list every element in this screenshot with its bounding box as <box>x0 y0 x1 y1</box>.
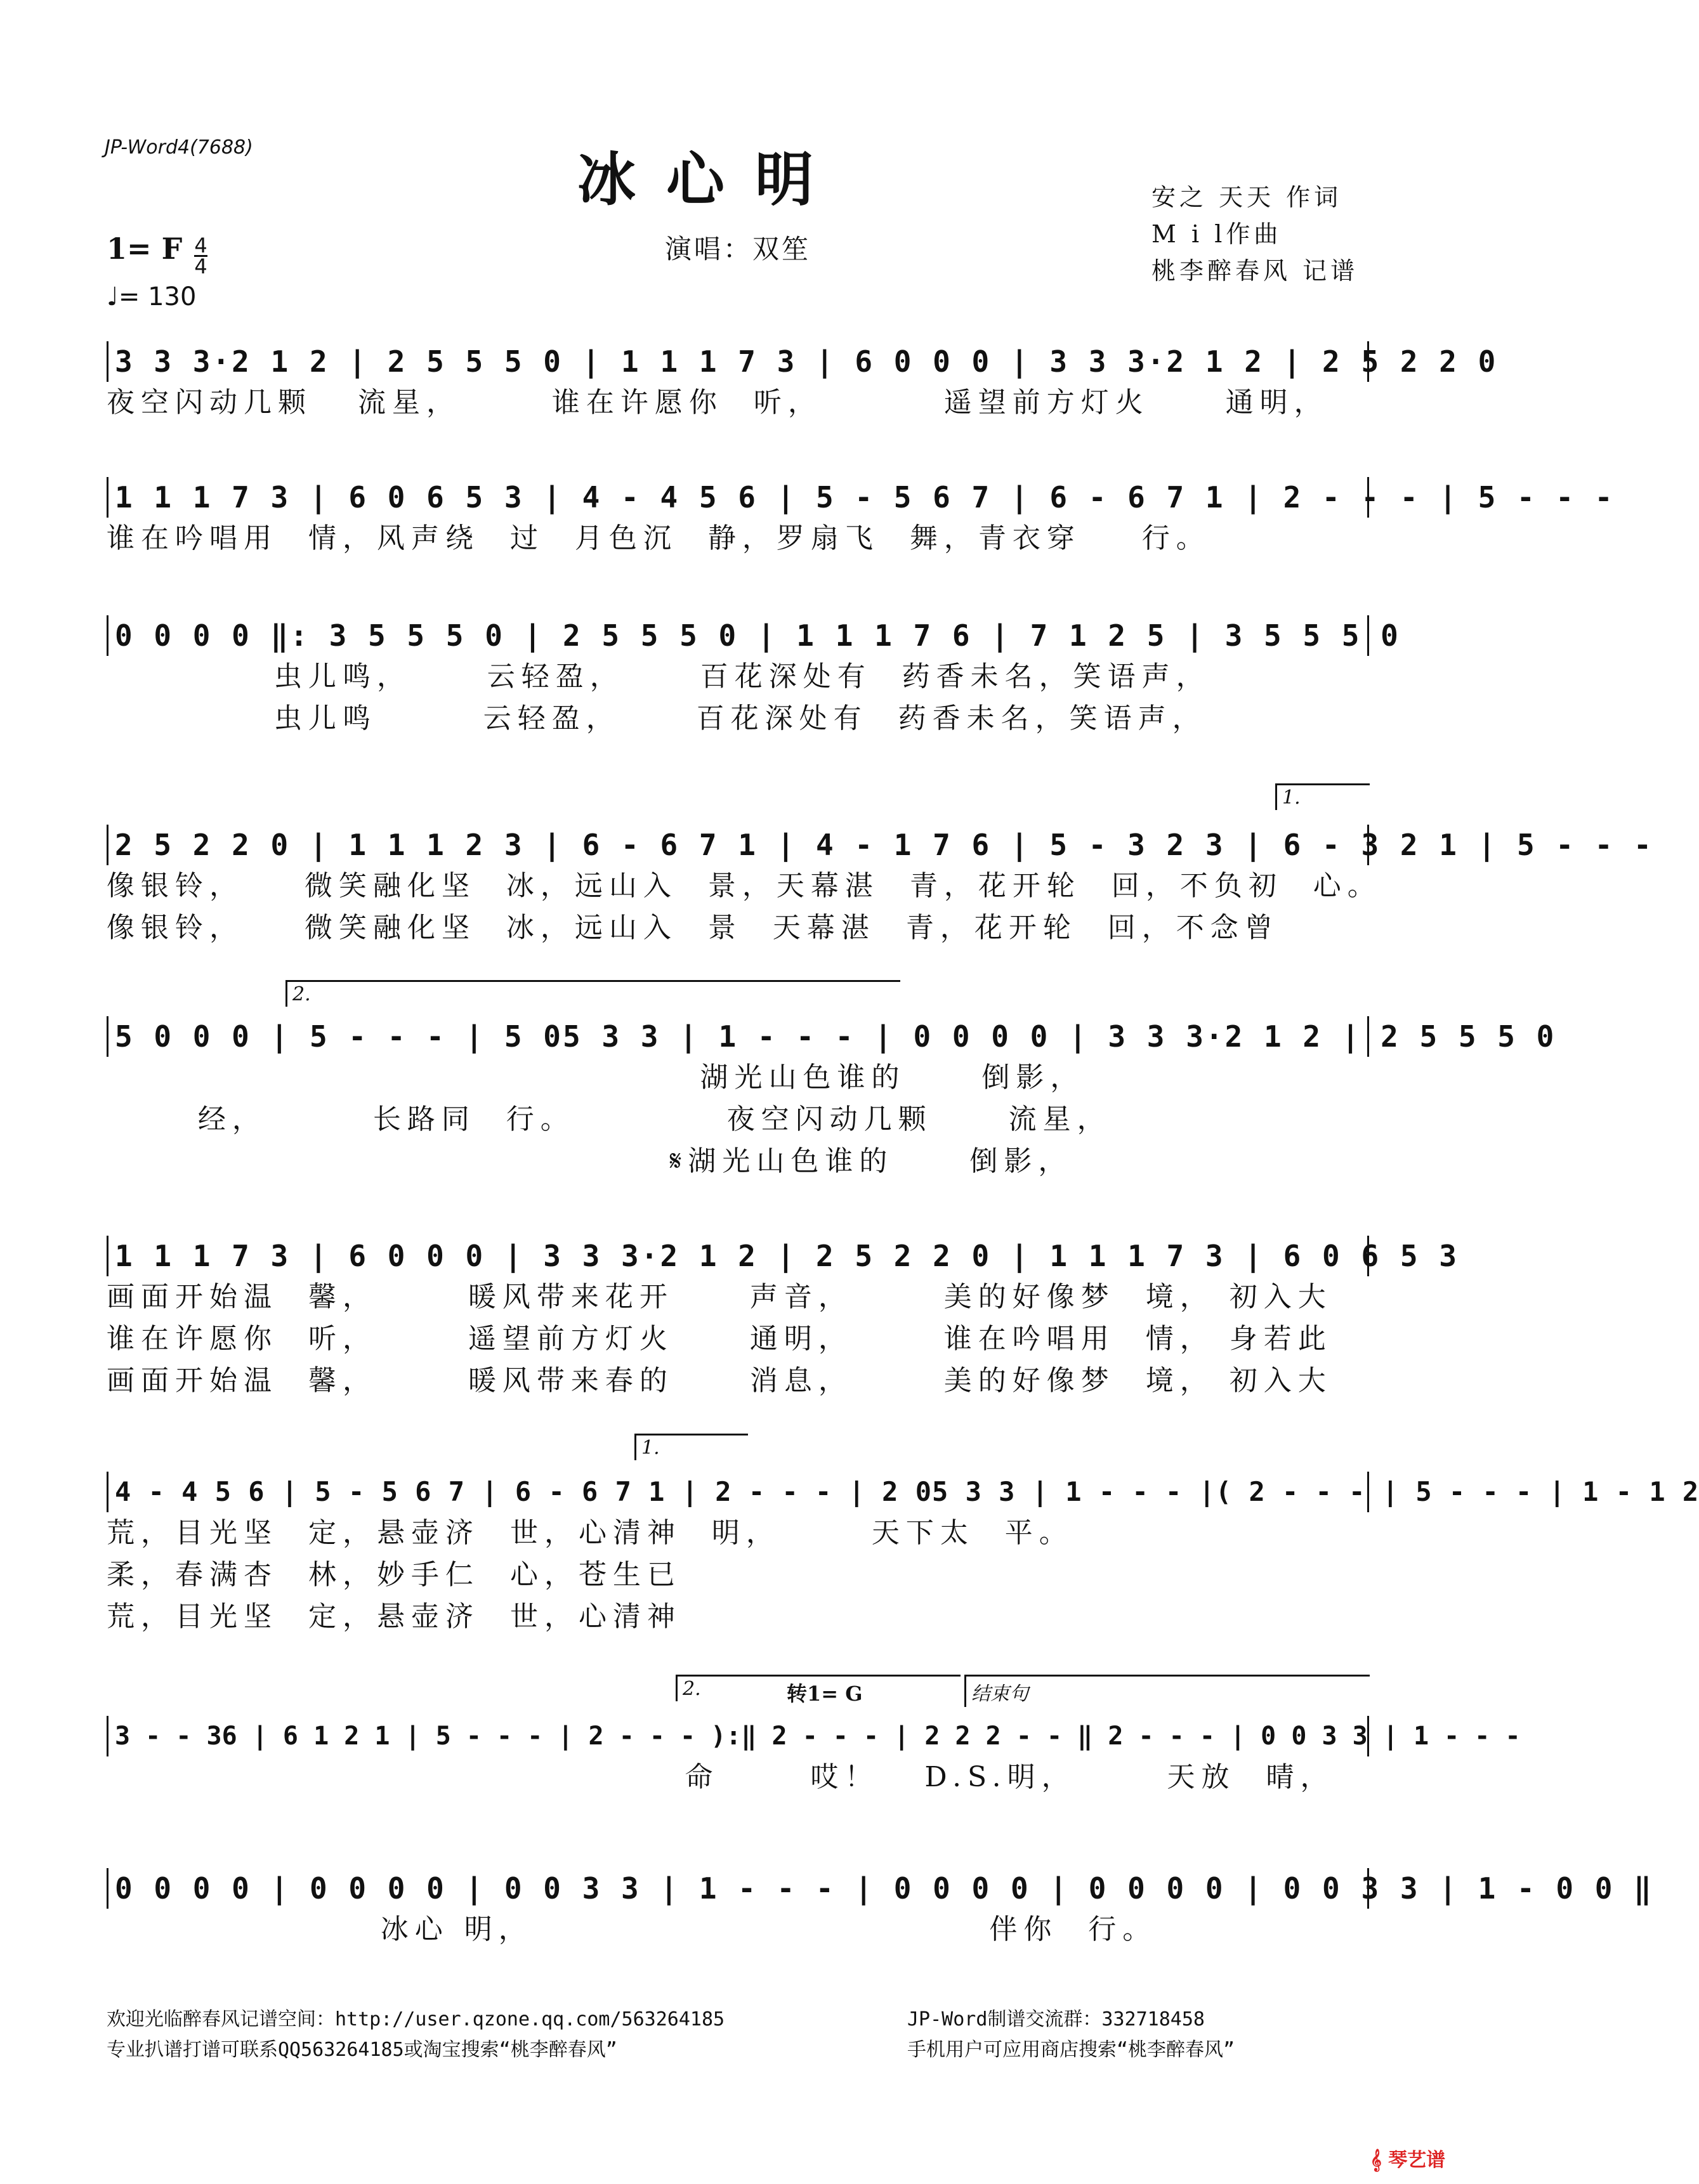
tempo: ♩= 130 <box>107 282 197 311</box>
notation-line: 0 0 0 0 ‖: 3 5 5 5 0 | 2 5 5 5 0 | 1 1 1 7 6 | 7 1 2 5 | 3 5 5 5 0 <box>107 615 1369 656</box>
staff-system-9 <box>107 1868 1653 1951</box>
lyric-line: 夜空闪动几颗 流星， 谁在许愿你 听， 遥望前方灯火 通明， <box>107 386 1328 419</box>
staff-system-6 <box>107 1236 1459 1402</box>
staff-system-1 <box>107 341 1498 424</box>
staff-system-2 <box>107 477 1615 559</box>
lyric-line: 𝄋湖光山色谁的 倒影， <box>107 1145 1073 1177</box>
staff-system-5 <box>107 1016 1556 1182</box>
footer-website: 欢迎光临醉春风记谱空间：http://user.qzone.qq.com/563264185 <box>107 2008 725 2030</box>
lyric-line: 像银铃， 微笑融化坚 冰，远山入 景，天幕湛 青，花开轮 回，不负初 心。 <box>107 870 1382 902</box>
notation-line: 3 - - 36 | 6 1 2 1 | 5 - - - | 2 - - - ):‖ 2 - - - | 2 2 2 - - ‖ 2 - - - | 0 0 3 3 | 1 - - - <box>107 1716 1369 1756</box>
coda-marker: 结束句 <box>964 1675 1370 1707</box>
logo-icon: 𝄞 <box>1370 2149 1382 2171</box>
logo-text: 琴艺谱 <box>1388 2149 1446 2171</box>
staff-system-3 <box>107 615 1400 740</box>
footer-contact: 专业扒谱打谱可联系QQ563264185或淘宝搜索“桃李醉春风” <box>107 2039 617 2061</box>
lyric-line: 像银铃， 微笑融化坚 冰，远山入 景 天幕湛 青，花开轮 回，不念曾 <box>107 912 1279 944</box>
lyric-line: 命 哎！ D.S.明， 天放 晴， <box>107 1761 1335 1793</box>
volta-2: 2. <box>285 980 900 1007</box>
lyric-line: 荒，目光坚 定，悬壶济 世，心清神 <box>107 1600 681 1633</box>
lyric-line: 经， 长路同 行。 夜空闪动几颗 流星， <box>107 1103 1112 1135</box>
software-version: JP-Word4(7688) <box>105 136 253 159</box>
modulation-marker: 转1= G <box>787 1682 863 1706</box>
footer-right <box>907 2004 1235 2065</box>
lyric-line: 谁在吟唱用 情，风声绕 过 月色沉 静，罗扇飞 舞，青衣穿 行。 <box>107 522 1210 554</box>
notation-line: 5 0 0 0 | 5 - - - | 5 05 3 3 | 1 - - - | 0 0 0 0 | 3 3 3·2 1 2 | 2 5 5 5 0 <box>107 1016 1369 1057</box>
time-signature <box>194 233 207 278</box>
lyric-line: 虫儿鸣 云轻盈， 百花深处有 药香未名，笑语声， <box>107 702 1207 735</box>
staff-system-8 <box>107 1716 1521 1798</box>
staff-system-7 <box>107 1472 1699 1638</box>
volta-1: 1. <box>1275 783 1370 810</box>
volta-1-second: 1. <box>634 1434 748 1460</box>
lyric-line: 虫儿鸣， 云轻盈， 百花深处有 药香未名，笑语声， <box>107 660 1210 693</box>
notation-line: 4 - 4 5 6 | 5 - 5 6 7 | 6 - 6 7 1 | 2 - - - | 2 05 3 3 | 1 - - - |( 2 - - - | 5 - - - | 1 - 1 2 <box>107 1472 1369 1512</box>
key-label: 1= F <box>107 232 183 266</box>
logo <box>1370 2144 1445 2172</box>
notation-line: 3 3 3·2 1 2 | 2 5 5 5 0 | 1 1 1 7 3 | 6 0 0 0 | 3 3 3·2 1 2 | 2 5 2 2 0 <box>107 341 1369 382</box>
notation-line: 1 1 1 7 3 | 6 0 0 0 | 3 3 3·2 1 2 | 2 5 2 2 0 | 1 1 1 7 3 | 6 0 6 5 3 <box>107 1236 1369 1276</box>
notation-line: 2 5 2 2 0 | 1 1 1 2 3 | 6 - 6 7 1 | 4 - 1 7 6 | 5 - 3 2 3 | 6 - 3 2 1 | 5 - - - <box>107 825 1369 865</box>
song-title: 冰心明 <box>577 145 844 214</box>
lyric-line: 湖光山色谁的 倒影， <box>107 1061 1085 1094</box>
lyric-line: 画面开始温 馨， 暖风带来春的 消息， 美的好像梦 境， 初入大 <box>107 1364 1332 1397</box>
lyric-line: 荒，目光坚 定，悬壶济 世，心清神 明， 天下太 平。 <box>107 1517 1073 1549</box>
notation-line: 0 0 0 0 | 0 0 0 0 | 0 0 3 3 | 1 - - - | 0 0 0 0 | 0 0 0 0 | 0 0 3 3 | 1 - 0 0 ‖ <box>107 1868 1369 1909</box>
credits <box>1151 179 1358 289</box>
notation-line: 1 1 1 7 3 | 6 0 6 5 3 | 4 - 4 5 6 | 5 - 5 6 7 | 6 - 6 7 1 | 2 - - - | 5 - - - <box>107 477 1369 518</box>
lyric-line: 冰心 明， 伴你 行。 <box>107 1913 1157 1945</box>
time-bottom: 4 <box>194 254 207 278</box>
lyric-line: 画面开始温 馨， 暖风带来花开 声音， 美的好像梦 境， 初入大 <box>107 1281 1332 1313</box>
lyric-line: 谁在许愿你 听， 遥望前方灯火 通明， 谁在吟唱用 情， 身若此 <box>107 1323 1332 1355</box>
footer-mobile: 手机用户可应用商店搜索“桃李醉春风” <box>907 2039 1235 2061</box>
singer: 演唱：双笙 <box>665 233 811 265</box>
lyric-line: 柔，春满杏 林，妙手仁 心，苍生已 <box>107 1559 681 1591</box>
transcriber: 桃李醉春风 记谱 <box>1151 257 1359 285</box>
footer-left <box>107 2004 725 2065</box>
key-signature <box>107 232 207 276</box>
volta-2-second: 2. <box>676 1675 961 1701</box>
staff-system-4 <box>107 825 1653 949</box>
footer-group: JP-Word制谱交流群：332718458 <box>907 2008 1205 2030</box>
time-top: 4 <box>194 233 207 258</box>
lyricist: 安之 天天 作词 <box>1151 183 1342 211</box>
composer: M i l作曲 <box>1151 220 1282 248</box>
